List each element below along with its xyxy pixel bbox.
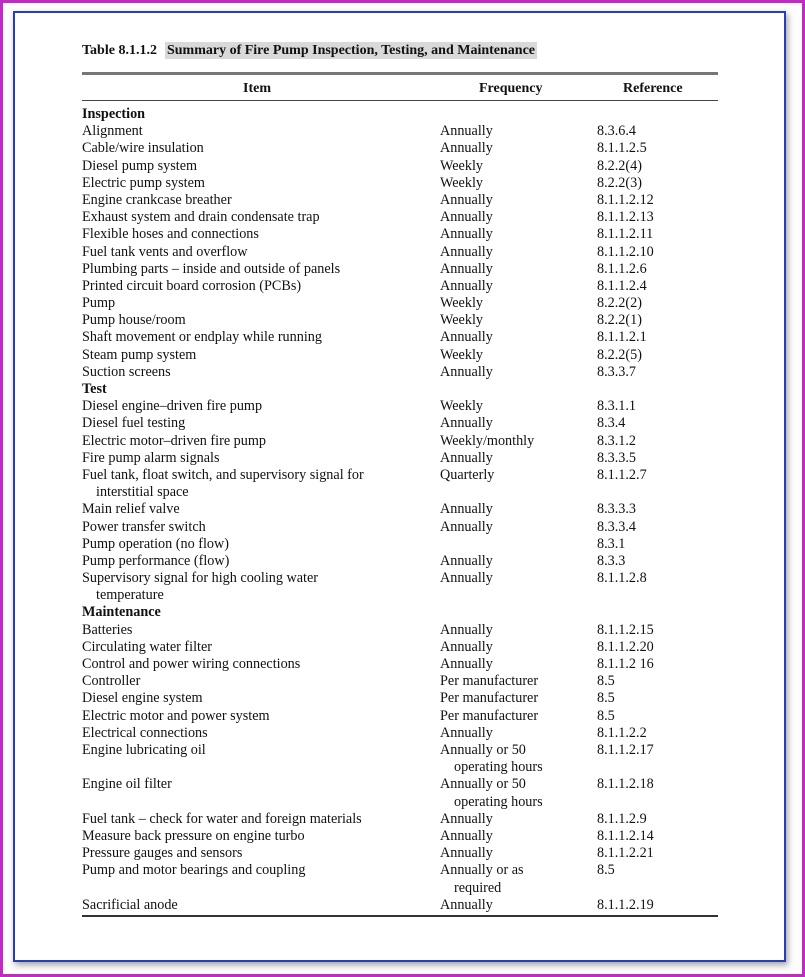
- frequency-cell: [440, 278, 580, 295]
- frequency-cell: [440, 570, 580, 587]
- reference-cell: 8.5: [597, 707, 615, 724]
- header-frequency: Frequency: [479, 81, 543, 96]
- header-item: Item: [243, 81, 271, 96]
- top-rule: [82, 72, 718, 75]
- frequency-cell: [440, 811, 580, 828]
- table-row: [82, 226, 718, 243]
- reference-cell: 8.5: [597, 690, 615, 707]
- section-title: Inspection: [82, 106, 146, 122]
- item-cell: [82, 244, 432, 261]
- reference-cell: 8.1.1.2 16: [597, 656, 654, 673]
- table-row: [82, 158, 718, 175]
- bottom-rule: [82, 915, 718, 917]
- frequency-text: Quarterly: [440, 466, 495, 483]
- item-text: Electric motor and power system: [82, 707, 270, 724]
- item-cell: [82, 501, 432, 518]
- item-text: Shaft movement or endplay while running: [82, 329, 322, 346]
- frequency-text: Weekly: [440, 346, 483, 363]
- item-text-continued: interstitial space: [96, 484, 189, 501]
- reference-cell: 8.2.2(4): [597, 157, 642, 174]
- frequency-cell: [440, 553, 580, 570]
- frequency-cell: [440, 708, 580, 725]
- frequency-cell: [440, 639, 580, 656]
- frequency-cell: [440, 656, 580, 673]
- item-cell: [82, 226, 432, 243]
- item-cell: [82, 570, 432, 604]
- reference-cell: 8.2.2(1): [597, 312, 642, 329]
- item-text: Engine oil filter: [82, 776, 172, 793]
- frequency-text: Annually: [440, 501, 493, 518]
- frequency-text-continued: operating hours: [454, 759, 543, 776]
- frequency-text: Annually: [440, 552, 493, 569]
- reference-cell: 8.1.1.2.10: [597, 243, 654, 260]
- item-cell: [82, 776, 432, 793]
- item-text-continued: temperature: [96, 587, 164, 604]
- table-row: [82, 862, 718, 896]
- frequency-text: Annually: [440, 277, 493, 294]
- reference-cell: 8.1.1.2.21: [597, 845, 654, 862]
- frequency-text: Annually or as: [440, 862, 524, 879]
- item-text: Supervisory signal for high cooling water: [82, 570, 319, 587]
- table-row: [82, 690, 718, 707]
- frequency-text: Weekly: [440, 295, 483, 312]
- reference-cell: 8.1.1.2.18: [597, 776, 654, 793]
- reference-cell: 8.3.3.5: [597, 449, 637, 466]
- section-title: Maintenance: [82, 604, 161, 621]
- frequency-cell: [440, 312, 580, 329]
- item-text: Fuel tank, float switch, and supervisory signal for: [82, 466, 364, 483]
- item-cell: [82, 123, 432, 140]
- frequency-text: Annually or 50: [440, 776, 526, 793]
- item-text: Control and power wiring connections: [82, 656, 301, 673]
- reference-cell: 8.1.1.2.9: [597, 810, 647, 827]
- reference-cell: 8.1.1.2.12: [597, 191, 654, 208]
- frequency-cell: [440, 175, 580, 192]
- frequency-text: Annually: [440, 570, 493, 587]
- item-text: Electric motor–driven fire pump: [82, 432, 266, 449]
- item-text: Suction screens: [82, 363, 171, 380]
- item-text: Exhaust system and drain condensate trap: [82, 209, 320, 226]
- frequency-cell: [440, 622, 580, 639]
- frequency-cell: [440, 450, 580, 467]
- frequency-text: Annually: [440, 415, 493, 432]
- reference-cell: 8.5: [597, 862, 615, 879]
- frequency-text: Annually: [440, 827, 493, 844]
- item-cell: [82, 450, 432, 467]
- item-cell: [82, 553, 432, 570]
- table-row: [82, 553, 718, 570]
- item-text: Fire pump alarm signals: [82, 449, 220, 466]
- frequency-text: Weekly/monthly: [440, 432, 535, 449]
- table-caption: [82, 43, 537, 59]
- frequency-cell: [440, 140, 580, 157]
- header-reference: Reference: [623, 81, 683, 96]
- table-row: [82, 519, 718, 536]
- table-row: [82, 845, 718, 862]
- table-row: [82, 811, 718, 828]
- item-text: Engine crankcase breather: [82, 191, 232, 208]
- item-cell: [82, 175, 432, 192]
- frequency-text: Annually: [440, 621, 493, 638]
- frequency-cell: [440, 347, 580, 364]
- reference-cell: 8.1.1.2.7: [597, 466, 647, 483]
- table-row: [82, 776, 718, 810]
- section-header: [82, 381, 718, 398]
- reference-cell: 8.1.1.2.4: [597, 277, 647, 294]
- frequency-text: Weekly: [440, 398, 483, 415]
- frequency-cell: [440, 845, 580, 862]
- frequency-cell: [440, 364, 580, 381]
- section-header: [82, 106, 718, 123]
- item-cell: [82, 536, 432, 553]
- frequency-cell: [440, 690, 580, 707]
- item-cell: [82, 811, 432, 828]
- reference-cell: 8.3.1.1: [597, 398, 637, 415]
- frequency-cell: [440, 828, 580, 845]
- item-cell: [82, 329, 432, 346]
- frequency-cell: [440, 244, 580, 261]
- reference-cell: 8.3.4: [597, 415, 626, 432]
- frequency-text: Weekly: [440, 174, 483, 191]
- item-text: Steam pump system: [82, 346, 197, 363]
- reference-cell: 8.3.3.3: [597, 501, 637, 518]
- frequency-text: Per manufacturer: [440, 673, 539, 690]
- item-text: Fuel tank vents and overflow: [82, 243, 248, 260]
- item-cell: [82, 897, 432, 914]
- item-text: Alignment: [82, 123, 143, 140]
- table-row: [82, 329, 718, 346]
- frequency-text: Per manufacturer: [440, 707, 539, 724]
- item-cell: [82, 433, 432, 450]
- frequency-cell: [440, 295, 580, 312]
- item-text: Diesel engine system: [82, 690, 203, 707]
- item-text: Cable/wire insulation: [82, 140, 204, 157]
- reference-cell: 8.1.1.2.8: [597, 570, 647, 587]
- table-row: [82, 639, 718, 656]
- frequency-cell: [440, 192, 580, 209]
- table-row: [82, 244, 718, 261]
- frequency-cell: [440, 725, 580, 742]
- frequency-text: Annually: [440, 810, 493, 827]
- table-row: [82, 673, 718, 690]
- fire-pump-table: [82, 106, 718, 914]
- reference-cell: 8.2.2(3): [597, 174, 642, 191]
- item-text: Printed circuit board corrosion (PCBs): [82, 277, 302, 294]
- item-text: Fuel tank – check for water and foreign materials: [82, 810, 362, 827]
- table-row: [82, 209, 718, 226]
- frequency-cell: [440, 226, 580, 243]
- item-text: Main relief valve: [82, 501, 180, 518]
- frequency-text-continued: operating hours: [454, 793, 543, 810]
- frequency-cell: [440, 897, 580, 914]
- item-text: Measure back pressure on engine turbo: [82, 827, 305, 844]
- table-row: [82, 501, 718, 518]
- table-row: [82, 467, 718, 501]
- table-row: [82, 828, 718, 845]
- item-text: Electric pump system: [82, 174, 205, 191]
- reference-cell: 8.1.1.2.17: [597, 741, 654, 758]
- item-text: Pressure gauges and sensors: [82, 845, 243, 862]
- frequency-text: Annually: [440, 656, 493, 673]
- item-text: Diesel fuel testing: [82, 415, 186, 432]
- item-cell: [82, 519, 432, 536]
- item-text: Diesel pump system: [82, 157, 198, 174]
- table-row: [82, 364, 718, 381]
- frequency-text: Weekly: [440, 312, 483, 329]
- frequency-cell: [440, 467, 580, 484]
- frequency-text: Annually: [440, 191, 493, 208]
- reference-cell: 8.1.1.2.19: [597, 896, 654, 913]
- frequency-cell: [440, 158, 580, 175]
- table-row: [82, 123, 718, 140]
- item-cell: [82, 845, 432, 862]
- frequency-cell: [440, 776, 580, 810]
- frequency-text: Annually: [440, 260, 493, 277]
- frequency-text: Annually: [440, 363, 493, 380]
- item-text: Power transfer switch: [82, 518, 206, 535]
- table-row: [82, 175, 718, 192]
- frequency-text: Annually: [440, 329, 493, 346]
- item-cell: [82, 725, 432, 742]
- frequency-cell: [440, 673, 580, 690]
- item-cell: [82, 415, 432, 432]
- item-cell: [82, 708, 432, 725]
- table-row: [82, 398, 718, 415]
- reference-cell: 8.5: [597, 673, 615, 690]
- table-row: [82, 897, 718, 914]
- table-row: [82, 140, 718, 157]
- frequency-text: Annually: [440, 209, 493, 226]
- item-cell: [82, 673, 432, 690]
- frequency-cell: [440, 209, 580, 226]
- reference-cell: 8.1.1.2.5: [597, 140, 647, 157]
- frequency-cell: [440, 123, 580, 140]
- item-cell: [82, 467, 432, 501]
- item-cell: [82, 690, 432, 707]
- table-row: [82, 261, 718, 278]
- frequency-text: Annually: [440, 243, 493, 260]
- frequency-text: Annually: [440, 724, 493, 741]
- frequency-text: Weekly: [440, 157, 483, 174]
- table-number: Table 8.1.1.2: [82, 43, 157, 58]
- item-text: Pump and motor bearings and coupling: [82, 862, 306, 879]
- table-row: [82, 192, 718, 209]
- frequency-cell: [440, 329, 580, 346]
- item-text: Electrical connections: [82, 724, 208, 741]
- item-cell: [82, 656, 432, 673]
- item-cell: [82, 742, 432, 759]
- table-row: [82, 536, 718, 553]
- frequency-text: Annually: [440, 896, 493, 913]
- frequency-text: Annually: [440, 638, 493, 655]
- frequency-text-continued: required: [454, 879, 502, 896]
- item-text: Plumbing parts – inside and outside of panels: [82, 260, 341, 277]
- frequency-text: Annually or 50: [440, 741, 526, 758]
- frequency-text: Annually: [440, 140, 493, 157]
- item-text: Pump: [82, 295, 116, 312]
- reference-cell: 8.2.2(5): [597, 346, 642, 363]
- item-cell: [82, 639, 432, 656]
- reference-cell: 8.1.1.2.15: [597, 621, 654, 638]
- item-text: Pump operation (no flow): [82, 535, 229, 552]
- table-row: [82, 415, 718, 432]
- frequency-cell: [440, 398, 580, 415]
- frequency-text: Annually: [440, 845, 493, 862]
- reference-cell: 8.1.1.2.13: [597, 209, 654, 226]
- item-text: Batteries: [82, 621, 133, 638]
- item-text: Diesel engine–driven fire pump: [82, 398, 263, 415]
- table-row: [82, 708, 718, 725]
- item-cell: [82, 862, 432, 879]
- table-row: [82, 433, 718, 450]
- item-cell: [82, 828, 432, 845]
- frequency-text: Per manufacturer: [440, 690, 539, 707]
- item-cell: [82, 364, 432, 381]
- table-row: [82, 312, 718, 329]
- table-row: [82, 742, 718, 776]
- item-cell: [82, 192, 432, 209]
- item-cell: [82, 261, 432, 278]
- frequency-cell: [440, 519, 580, 536]
- section-title: Test: [82, 381, 107, 397]
- reference-cell: 8.3.1.2: [597, 432, 637, 449]
- frequency-cell: [440, 742, 580, 776]
- reference-cell: 8.1.1.2.2: [597, 724, 647, 741]
- header-rule: [82, 100, 718, 101]
- reference-cell: 8.3.1: [597, 535, 626, 552]
- table-row: [82, 278, 718, 295]
- frequency-text: Annually: [440, 518, 493, 535]
- item-text: Flexible hoses and connections: [82, 226, 259, 243]
- reference-cell: 8.3.3: [597, 552, 626, 569]
- section-header: [82, 604, 718, 621]
- reference-cell: 8.3.6.4: [597, 123, 637, 140]
- table-row: [82, 295, 718, 312]
- item-cell: [82, 209, 432, 226]
- item-cell: [82, 158, 432, 175]
- reference-cell: 8.1.1.2.1: [597, 329, 647, 346]
- item-text: Controller: [82, 673, 141, 690]
- reference-cell: 8.1.1.2.20: [597, 638, 654, 655]
- frequency-cell: [440, 862, 580, 896]
- table-row: [82, 622, 718, 639]
- table-row: [82, 725, 718, 742]
- frequency-cell: [440, 433, 580, 450]
- item-text: Pump performance (flow): [82, 552, 230, 569]
- table-row: [82, 656, 718, 673]
- frequency-cell: [440, 415, 580, 432]
- table-row: [82, 570, 718, 604]
- frequency-text: Annually: [440, 226, 493, 243]
- frequency-text: Annually: [440, 449, 493, 466]
- item-cell: [82, 278, 432, 295]
- frequency-cell: [440, 261, 580, 278]
- item-cell: [82, 312, 432, 329]
- item-cell: [82, 295, 432, 312]
- reference-cell: 8.2.2(2): [597, 295, 642, 312]
- reference-cell: 8.1.1.2.11: [597, 226, 654, 243]
- reference-cell: 8.3.3.4: [597, 518, 637, 535]
- reference-cell: 8.1.1.2.14: [597, 827, 654, 844]
- item-cell: [82, 398, 432, 415]
- reference-cell: 8.1.1.2.6: [597, 260, 647, 277]
- item-text: Circulating water filter: [82, 638, 213, 655]
- item-text: Engine lubricating oil: [82, 741, 206, 758]
- frequency-text: Annually: [440, 123, 493, 140]
- table-title: Summary of Fire Pump Inspection, Testing, and Maintenance: [166, 43, 535, 58]
- table-row: [82, 347, 718, 364]
- frequency-cell: [440, 501, 580, 518]
- item-text: Sacrificial anode: [82, 896, 178, 913]
- item-cell: [82, 140, 432, 157]
- item-cell: [82, 347, 432, 364]
- reference-cell: 8.3.3.7: [597, 363, 637, 380]
- item-text: Pump house/room: [82, 312, 186, 329]
- table-row: [82, 450, 718, 467]
- item-cell: [82, 622, 432, 639]
